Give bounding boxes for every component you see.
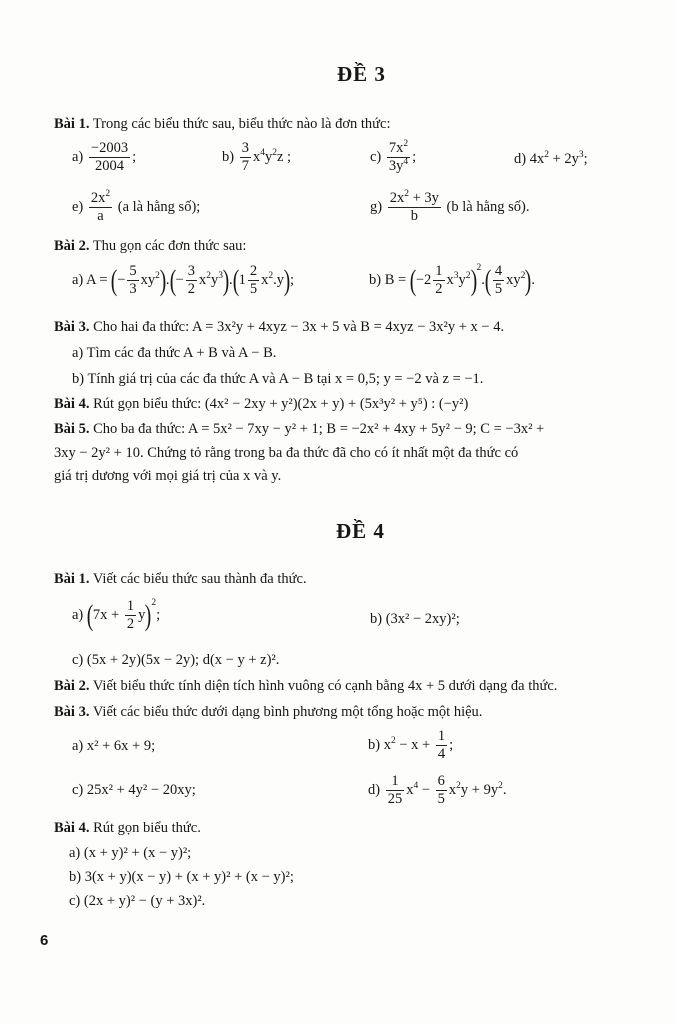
de4-title: ĐỀ 4 [336, 519, 385, 543]
de4-bai1-a: a) (7x + $\frac{1}{2}$ y)$^2$; [72, 597, 161, 632]
item-label: a) [72, 148, 84, 165]
de3-bai1-text: Trong các biểu thức sau, biểu thức nào là đơn thức: [92, 116, 391, 132]
de4-bai2-text: Viết biểu thức tính diện tích hình vuông có cạnh bằng 4x + 5 dưới dạng đa thức. [92, 678, 558, 694]
punct: ; [412, 148, 417, 165]
de3-bai1-d: d) $4x^2 + 2y^3$; [514, 150, 588, 167]
de4-bai4-a: a) (x + y)² + (x − y)²; [69, 845, 192, 861]
de3-bai2-a: a) A = (− $\frac{5}{3}$ $xy^2).(-$ $\frac{3}{2}$ $x^2y^3).(1$ $\frac{2}{5}$ $x^2.y$); [72, 263, 294, 297]
numerator-text: 7x [388, 140, 404, 156]
punct: . [502, 781, 507, 798]
de3-bai1-g [370, 190, 529, 225]
de3-bai4-prompt [54, 395, 468, 413]
de3-bai4-text: Rút gọn biểu thức: (4x² − 2xy + y²)(2x + y) + (5x³y² + y⁵) : (−y²) [93, 396, 469, 412]
de4-bai4-c: c) (2x + y)² − (y + 3x)². [69, 893, 206, 909]
fraction: $\frac{3}{2}$ [187, 263, 195, 297]
de3-bai2-prompt [54, 237, 246, 255]
numerator: $7x^2$ [388, 139, 409, 156]
de4-bai3-c: c) 25x² + 4y² − 20xy; [72, 782, 196, 798]
de4-bai3-b: b) $x^2 - x$ + $\frac{1}{4}$ ; [368, 728, 454, 762]
de3-bai1-prompt [54, 115, 391, 133]
item-label: e) [72, 198, 84, 215]
numerator: $2x^2 + 3y$ [389, 189, 439, 206]
item-label: d) [368, 781, 381, 798]
fraction: $\frac{2}{5}$ [249, 263, 258, 297]
de3-bai5-label: Bài 5. [54, 421, 90, 437]
de3-bai2-b: b) B = (−2 $\frac{1}{2}$ $x^3y^2)^2$.( $\frac{4}{5}$ $xy^2$). [369, 262, 536, 297]
de3-bai1-a [72, 140, 136, 175]
punct: ; [156, 606, 161, 623]
item-label: g) [370, 198, 383, 215]
de3-bai1-b: b) $\frac{3}{7}$ $x^4y^2z$ ; [222, 140, 292, 174]
de3-bai1-e [72, 190, 200, 225]
fraction: $\frac{5}{3}$ [129, 263, 137, 297]
numerator-text: 2x [389, 190, 405, 206]
de3-bai3-b: b) Tính giá trị của các đa thức A và A − B tại x = 0,5; y = −2 và z = −1. [72, 371, 484, 387]
de4-bai1-label: Bài 1. [54, 571, 90, 587]
note: (a là hằng số); [117, 198, 201, 215]
de4-bai4-label: Bài 4. [54, 820, 90, 836]
de3-title: ĐỀ 3 [337, 62, 386, 86]
item-label: d) [514, 151, 527, 167]
de3-bai5-line2: 3xy − 2y² + 10. Chứng tỏ rằng trong ba đa thức đã cho có ít nhất một đa thức có [54, 445, 519, 461]
denominator: 7 [241, 158, 249, 174]
item-label: b) [368, 736, 381, 753]
item-label: c) [370, 148, 382, 165]
de4-bai3-text: Viết các biểu thức dưới dạng bình phương một tổng hoặc một hiệu. [92, 704, 483, 720]
fraction: $\frac{4}{5}$ [494, 263, 503, 297]
denominator: $3y^4$ [388, 157, 409, 174]
punct: ; [132, 148, 137, 165]
numerator-text: + 3y [408, 190, 439, 206]
fraction: $\frac{1}{25}$ [387, 773, 403, 807]
fraction [240, 140, 251, 175]
de3-bai1-c [370, 140, 416, 175]
item-label: a) [72, 606, 84, 623]
de4-bai1-text: Viết các biểu thức sau thành đa thức. [92, 571, 307, 587]
fraction [388, 190, 441, 225]
punct: ; [449, 736, 454, 753]
de4-bai2-prompt [54, 677, 557, 695]
de3-bai3-a: a) Tìm các đa thức A + B và A − B. [72, 345, 277, 361]
denominator: b [410, 208, 418, 224]
de4-bai1-prompt [54, 570, 307, 588]
de3-bai3-text: Cho hai đa thức: A = 3x²y + 4xyz − 3x + 5 và B = 4xyz − 3x²y + x − 4. [93, 319, 505, 335]
de3-bai3-label: Bài 3. [54, 319, 90, 335]
denominator: a [97, 208, 104, 224]
de4-bai4-text: Rút gọn biểu thức. [93, 820, 201, 836]
de4-bai1-c: c) (5x + 2y)(5x − 2y); d(x − y + z)². [72, 652, 280, 668]
item-label: b) [369, 271, 382, 288]
numerator: −2003 [90, 140, 129, 156]
de3-bai5-line3: giá trị dương với mọi giá trị của x và y. [54, 468, 282, 484]
de3-bai2-text: Thu gọn các đơn thức sau: [92, 238, 247, 254]
note: (b là hằng số). [446, 198, 530, 215]
de3-bai5-line1 [54, 420, 544, 438]
de4-bai3-prompt [54, 703, 482, 721]
de3-bai2-label: Bài 2. [54, 238, 90, 254]
page-number: 6 [40, 932, 49, 949]
fraction: $\frac{1}{4}$ [437, 728, 446, 762]
numerator-text: 2x [90, 190, 106, 206]
fraction: $\frac{6}{5}$ [437, 773, 445, 807]
denominator-text: 3y [388, 158, 404, 174]
de4-bai4-prompt [54, 819, 201, 837]
de3-bai1-label: Bài 1. [54, 116, 90, 132]
fraction [89, 140, 130, 175]
de4-bai4-b: b) 3(x + y)(x − y) + (x + y)² + (x − y)²; [69, 869, 294, 885]
numerator: $2x^2$ [90, 189, 111, 206]
item-label: b) [222, 148, 235, 165]
punct: ; [583, 151, 588, 167]
fraction [387, 140, 410, 175]
de3-bai4-label: Bài 4. [54, 396, 90, 412]
fraction: $\frac{1}{2}$ [126, 598, 135, 632]
de3-bai3-prompt [54, 318, 504, 336]
de4-bai3-label: Bài 3. [54, 704, 90, 720]
fraction: $\frac{1}{2}$ [435, 263, 443, 297]
punct: ; [287, 148, 292, 165]
item-label: a) [72, 271, 84, 288]
numerator: 3 [241, 140, 249, 156]
denominator: 2004 [94, 158, 124, 174]
fraction [89, 190, 112, 225]
de4-bai2-label: Bài 2. [54, 678, 90, 694]
de4-bai3-d: d) $\frac{1}{25}$ $x^4$ − $\frac{6}{5}$ $x^2y + 9y^2$. [368, 773, 507, 807]
de4-bai1-b: b) (3x² − 2xy)²; [370, 611, 460, 627]
de3-bai5-text1: Cho ba đa thức: A = 5x² − 7xy − y² + 1; B = −2x² + 4xy + 5y² − 9; C = −3x² + [93, 421, 545, 437]
de4-bai3-a: a) x² + 6x + 9; [72, 738, 156, 754]
